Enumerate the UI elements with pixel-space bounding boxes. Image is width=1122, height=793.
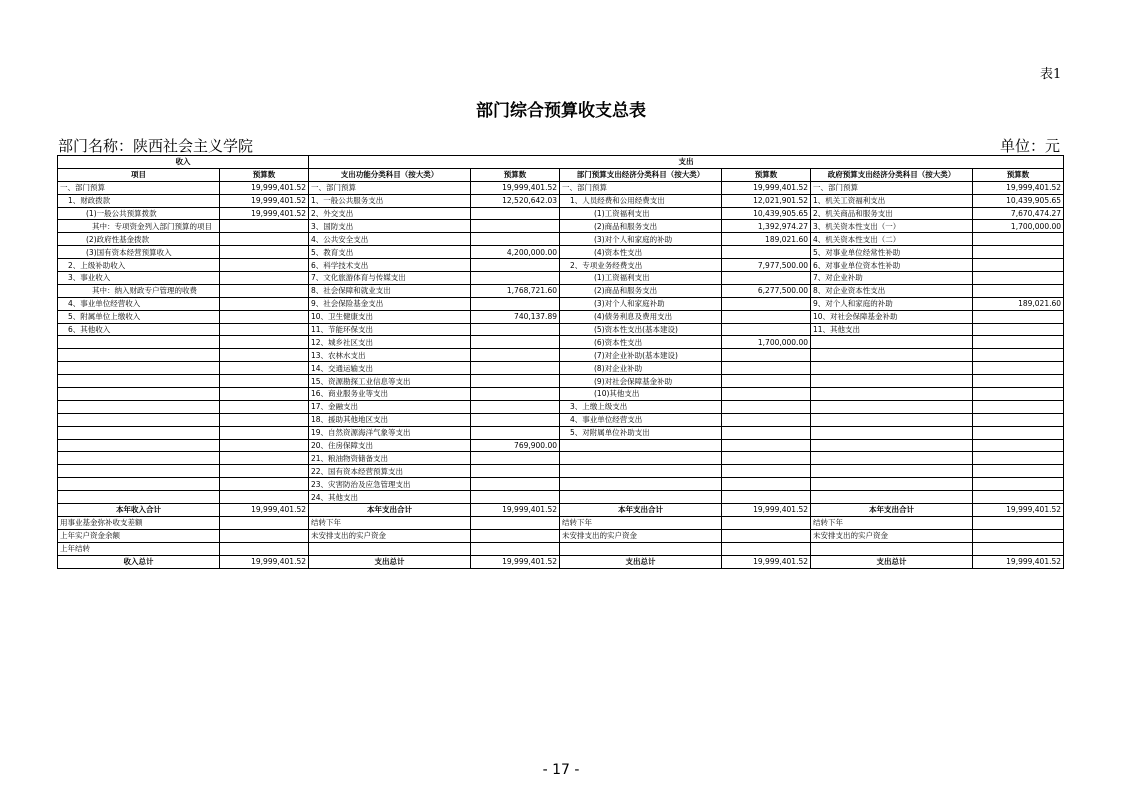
item-cell xyxy=(811,426,973,439)
item-cell: 15、资源勘探工业信息等支出 xyxy=(309,375,471,388)
item-cell: 其中：专项资金列入部门预算的项目 xyxy=(58,220,220,233)
item-cell: 12、城乡社区支出 xyxy=(309,336,471,349)
table-row xyxy=(58,194,1064,207)
item-cell: 一、部门预算 xyxy=(811,181,973,194)
table-row xyxy=(58,220,1064,233)
item-cell: 其中：纳入财政专户管理的收费 xyxy=(58,284,220,297)
amount-cell xyxy=(471,220,560,233)
item-cell xyxy=(811,336,973,349)
item-cell: 24、其他支出 xyxy=(309,491,471,504)
amount-cell: 19,999,401.52 xyxy=(722,504,811,517)
item-cell xyxy=(58,400,220,413)
amount-cell xyxy=(722,465,811,478)
amount-cell xyxy=(220,375,309,388)
amount-cell xyxy=(220,272,309,285)
item-cell: 6、其他收入 xyxy=(58,323,220,336)
item-cell: 7、对企业补助 xyxy=(811,272,973,285)
amount-cell: 19,999,401.52 xyxy=(973,181,1064,194)
amount-cell xyxy=(973,323,1064,336)
amount-cell xyxy=(973,400,1064,413)
item-cell xyxy=(58,388,220,401)
page-title: 部门综合预算收支总表 xyxy=(476,101,646,121)
amount-cell xyxy=(973,388,1064,401)
amount-cell xyxy=(471,207,560,220)
amount-cell xyxy=(220,426,309,439)
column-header-row xyxy=(58,168,1064,181)
item-cell: 一、部门预算 xyxy=(560,181,722,194)
item-cell xyxy=(58,491,220,504)
item-cell: 21、粮油物资储备支出 xyxy=(309,452,471,465)
amount-cell xyxy=(220,310,309,323)
item-cell: (3)对个人和家庭的补助 xyxy=(560,233,722,246)
item-cell: 20、住房保障支出 xyxy=(309,439,471,452)
table-row xyxy=(58,465,1064,478)
amount-cell xyxy=(722,413,811,426)
amount-cell: 10,439,905.65 xyxy=(722,207,811,220)
item-cell: (1)工资福利支出 xyxy=(560,272,722,285)
amount-cell: 7,670,474.27 xyxy=(973,207,1064,220)
amount-cell xyxy=(220,297,309,310)
column-header: 支出功能分类科目（按大类） xyxy=(309,168,471,181)
amount-cell xyxy=(973,491,1064,504)
item-cell: (2)商品和服务支出 xyxy=(560,220,722,233)
amount-cell xyxy=(973,439,1064,452)
amount-cell: 12,520,642.03 xyxy=(471,194,560,207)
item-cell: 6、科学技术支出 xyxy=(309,259,471,272)
table-row xyxy=(58,491,1064,504)
item-cell: 2、机关商品和服务支出 xyxy=(811,207,973,220)
item-cell: (8)对企业补助 xyxy=(560,362,722,375)
item-cell xyxy=(58,362,220,375)
table-row xyxy=(58,426,1064,439)
amount-cell xyxy=(722,297,811,310)
amount-cell: 7,977,500.00 xyxy=(722,259,811,272)
table-row xyxy=(58,310,1064,323)
amount-cell xyxy=(471,388,560,401)
item-cell: 1、一般公共服务支出 xyxy=(309,194,471,207)
table-row xyxy=(58,349,1064,362)
item-cell xyxy=(58,439,220,452)
amount-cell xyxy=(973,465,1064,478)
amount-cell xyxy=(973,246,1064,259)
amount-cell xyxy=(722,478,811,491)
item-cell: 2、上级补助收入 xyxy=(58,259,220,272)
amount-cell xyxy=(722,349,811,362)
amount-cell xyxy=(471,375,560,388)
amount-cell: 19,999,401.52 xyxy=(722,555,811,568)
amount-cell xyxy=(722,529,811,542)
column-header: 项目 xyxy=(58,168,220,181)
amount-cell xyxy=(722,426,811,439)
item-cell: (7)对企业补助(基本建设) xyxy=(560,349,722,362)
item-cell: 3、事业收入 xyxy=(58,272,220,285)
item-cell: 13、农林水支出 xyxy=(309,349,471,362)
item-cell xyxy=(58,413,220,426)
amount-cell xyxy=(220,323,309,336)
amount-cell xyxy=(471,362,560,375)
item-cell: 支出总计 xyxy=(560,555,722,568)
amount-cell: 1,700,000.00 xyxy=(973,220,1064,233)
table-row xyxy=(58,400,1064,413)
item-cell xyxy=(560,542,722,555)
item-cell xyxy=(811,542,973,555)
item-cell: 1、财政拨款 xyxy=(58,194,220,207)
item-cell: (4)资本性支出 xyxy=(560,246,722,259)
item-cell: 8、社会保障和就业支出 xyxy=(309,284,471,297)
item-cell: 本年支出合计 xyxy=(309,504,471,517)
table-row xyxy=(58,207,1064,220)
item-cell: 一、部门预算 xyxy=(309,181,471,194)
amount-cell xyxy=(973,542,1064,555)
amount-cell xyxy=(220,491,309,504)
item-cell: 用事业基金弥补收支差额 xyxy=(58,516,220,529)
amount-cell xyxy=(973,272,1064,285)
amount-cell xyxy=(220,284,309,297)
item-cell: (2)政府性基金拨款 xyxy=(58,233,220,246)
item-cell: 7、文化旅游体育与传媒支出 xyxy=(309,272,471,285)
amount-cell xyxy=(471,336,560,349)
amount-cell xyxy=(973,529,1064,542)
amount-cell xyxy=(973,413,1064,426)
item-cell: 5、教育支出 xyxy=(309,246,471,259)
item-cell: (6)资本性支出 xyxy=(560,336,722,349)
item-cell xyxy=(811,478,973,491)
amount-cell xyxy=(722,491,811,504)
item-cell: 9、社会保险基金支出 xyxy=(309,297,471,310)
item-cell: (4)债务利息及费用支出 xyxy=(560,310,722,323)
amount-cell: 1,700,000.00 xyxy=(722,336,811,349)
item-cell xyxy=(58,452,220,465)
item-cell: 未安排支出的实户资金 xyxy=(309,529,471,542)
item-cell: (1)一般公共预算拨款 xyxy=(58,207,220,220)
amount-cell xyxy=(973,233,1064,246)
amount-cell: 19,999,401.52 xyxy=(220,207,309,220)
item-cell xyxy=(811,491,973,504)
amount-cell xyxy=(220,246,309,259)
amount-cell xyxy=(722,362,811,375)
amount-cell xyxy=(973,375,1064,388)
item-cell: 22、国有资本经营预算支出 xyxy=(309,465,471,478)
amount-cell xyxy=(722,400,811,413)
item-cell: 未安排支出的实户资金 xyxy=(560,529,722,542)
table-row xyxy=(58,181,1064,194)
amount-cell xyxy=(471,529,560,542)
table-row xyxy=(58,375,1064,388)
item-cell: 一、部门预算 xyxy=(58,181,220,194)
item-cell: 4、公共安全支出 xyxy=(309,233,471,246)
amount-cell: 4,200,000.00 xyxy=(471,246,560,259)
item-cell: (1)工资福利支出 xyxy=(560,207,722,220)
amount-cell: 19,999,401.52 xyxy=(722,181,811,194)
item-cell: 本年收入合计 xyxy=(58,504,220,517)
amount-cell: 19,999,401.52 xyxy=(471,181,560,194)
item-cell xyxy=(58,349,220,362)
item-cell: 2、专项业务经费支出 xyxy=(560,259,722,272)
amount-cell: 189,021.60 xyxy=(973,297,1064,310)
amount-cell: 19,999,401.52 xyxy=(220,504,309,517)
amount-cell xyxy=(471,452,560,465)
item-cell: 5、对附属单位补助支出 xyxy=(560,426,722,439)
amount-cell xyxy=(973,349,1064,362)
table-row xyxy=(58,413,1064,426)
amount-cell: 19,999,401.52 xyxy=(220,194,309,207)
amount-cell xyxy=(220,362,309,375)
table-row xyxy=(58,555,1064,568)
amount-cell xyxy=(220,529,309,542)
table-row xyxy=(58,272,1064,285)
item-cell xyxy=(58,465,220,478)
table-number: 表1 xyxy=(1040,67,1062,82)
amount-cell: 19,999,401.52 xyxy=(220,181,309,194)
item-cell: 16、商业服务业等支出 xyxy=(309,388,471,401)
table-row xyxy=(58,478,1064,491)
item-cell: 6、对事业单位资本性补助 xyxy=(811,259,973,272)
item-cell: (3)对个人和家庭补助 xyxy=(560,297,722,310)
item-cell: 11、其他支出 xyxy=(811,323,973,336)
amount-cell xyxy=(471,323,560,336)
amount-cell: 10,439,905.65 xyxy=(973,194,1064,207)
item-cell: 10、卫生健康支出 xyxy=(309,310,471,323)
group-header-row xyxy=(58,156,1064,169)
amount-cell xyxy=(722,375,811,388)
amount-cell: 189,021.60 xyxy=(722,233,811,246)
amount-cell xyxy=(471,297,560,310)
amount-cell: 740,137.89 xyxy=(471,310,560,323)
table-row xyxy=(58,323,1064,336)
table-row xyxy=(58,336,1064,349)
item-cell xyxy=(58,478,220,491)
item-cell: 2、外交支出 xyxy=(309,207,471,220)
amount-cell xyxy=(471,542,560,555)
amount-cell xyxy=(722,272,811,285)
item-cell: 4、事业单位经营收入 xyxy=(58,297,220,310)
amount-cell xyxy=(973,284,1064,297)
item-cell: 19、自然资源海洋气象等支出 xyxy=(309,426,471,439)
amount-cell: 769,900.00 xyxy=(471,439,560,452)
amount-cell: 19,999,401.52 xyxy=(471,504,560,517)
amount-cell xyxy=(220,349,309,362)
item-cell xyxy=(58,375,220,388)
amount-cell xyxy=(722,323,811,336)
item-cell xyxy=(811,413,973,426)
item-cell: 4、事业单位经营支出 xyxy=(560,413,722,426)
table-row xyxy=(58,452,1064,465)
table-row xyxy=(58,284,1064,297)
amount-cell xyxy=(722,439,811,452)
table-row xyxy=(58,388,1064,401)
amount-cell: 12,021,901.52 xyxy=(722,194,811,207)
table-row xyxy=(58,246,1064,259)
item-cell: 4、机关资本性支出（二） xyxy=(811,233,973,246)
amount-cell: 1,768,721.60 xyxy=(471,284,560,297)
amount-cell xyxy=(973,426,1064,439)
item-cell: 5、附属单位上缴收入 xyxy=(58,310,220,323)
table-row xyxy=(58,529,1064,542)
item-cell: 23、灾害防治及应急管理支出 xyxy=(309,478,471,491)
amount-cell xyxy=(471,400,560,413)
amount-cell xyxy=(220,542,309,555)
amount-cell xyxy=(220,336,309,349)
amount-cell xyxy=(471,516,560,529)
item-cell xyxy=(811,388,973,401)
amount-cell xyxy=(471,349,560,362)
item-cell: 1、机关工资福利支出 xyxy=(811,194,973,207)
amount-cell xyxy=(220,452,309,465)
item-cell: 收入总计 xyxy=(58,555,220,568)
item-cell xyxy=(811,439,973,452)
income-group-header: 收入 xyxy=(58,156,309,169)
item-cell: 上年结转 xyxy=(58,542,220,555)
item-cell xyxy=(811,465,973,478)
amount-cell xyxy=(973,336,1064,349)
item-cell xyxy=(811,375,973,388)
amount-cell xyxy=(220,439,309,452)
budget-summary-table xyxy=(57,155,1064,569)
item-cell xyxy=(560,439,722,452)
unit-label: 单位：元 xyxy=(1000,137,1061,155)
item-cell: (5)资本性支出(基本建设) xyxy=(560,323,722,336)
item-cell: 8、对企业资本性支出 xyxy=(811,284,973,297)
amount-cell xyxy=(220,478,309,491)
table-row xyxy=(58,516,1064,529)
amount-cell: 6,277,500.00 xyxy=(722,284,811,297)
page-number: - 17 - xyxy=(542,762,580,778)
item-cell: 结转下年 xyxy=(811,516,973,529)
item-cell: 结转下年 xyxy=(560,516,722,529)
item-cell: 14、交通运输支出 xyxy=(309,362,471,375)
amount-cell xyxy=(722,310,811,323)
amount-cell xyxy=(471,426,560,439)
item-cell: 结转下年 xyxy=(309,516,471,529)
amount-cell xyxy=(471,413,560,426)
amount-cell xyxy=(220,259,309,272)
amount-cell: 19,999,401.52 xyxy=(973,555,1064,568)
item-cell: 11、节能环保支出 xyxy=(309,323,471,336)
amount-cell xyxy=(722,516,811,529)
item-cell xyxy=(560,478,722,491)
amount-cell xyxy=(471,478,560,491)
item-cell: 18、援助其他地区支出 xyxy=(309,413,471,426)
amount-cell xyxy=(973,362,1064,375)
table-row xyxy=(58,259,1064,272)
department-name: 部门名称：陕西社会主义学院 xyxy=(58,137,254,155)
table-row xyxy=(58,233,1064,246)
table-row xyxy=(58,297,1064,310)
item-cell xyxy=(811,349,973,362)
amount-cell: 19,999,401.52 xyxy=(973,504,1064,517)
column-header: 预算数 xyxy=(973,168,1064,181)
amount-cell xyxy=(722,452,811,465)
item-cell xyxy=(309,542,471,555)
amount-cell xyxy=(220,465,309,478)
column-header: 部门预算支出经济分类科目（按大类） xyxy=(560,168,722,181)
item-cell: (10)其他支出 xyxy=(560,388,722,401)
item-cell xyxy=(58,426,220,439)
amount-cell xyxy=(471,233,560,246)
amount-cell xyxy=(471,465,560,478)
item-cell: 支出总计 xyxy=(811,555,973,568)
amount-cell xyxy=(722,388,811,401)
item-cell: 3、上缴上级支出 xyxy=(560,400,722,413)
item-cell: 5、对事业单位经常性补助 xyxy=(811,246,973,259)
item-cell: 9、对个人和家庭的补助 xyxy=(811,297,973,310)
item-cell: (3)国有资本经营预算收入 xyxy=(58,246,220,259)
amount-cell xyxy=(471,491,560,504)
table-row xyxy=(58,362,1064,375)
amount-cell xyxy=(973,452,1064,465)
amount-cell: 19,999,401.52 xyxy=(220,555,309,568)
column-header: 预算数 xyxy=(722,168,811,181)
item-cell: 本年支出合计 xyxy=(811,504,973,517)
amount-cell xyxy=(722,246,811,259)
amount-cell xyxy=(471,272,560,285)
amount-cell: 1,392,974.27 xyxy=(722,220,811,233)
amount-cell xyxy=(973,478,1064,491)
item-cell: 上年实户资金余额 xyxy=(58,529,220,542)
item-cell: 1、人员经费和公用经费支出 xyxy=(560,194,722,207)
expense-group-header: 支出 xyxy=(309,156,1064,169)
item-cell xyxy=(811,362,973,375)
item-cell xyxy=(560,491,722,504)
item-cell: 10、对社会保障基金补助 xyxy=(811,310,973,323)
column-header: 预算数 xyxy=(220,168,309,181)
item-cell: 支出总计 xyxy=(309,555,471,568)
item-cell xyxy=(560,465,722,478)
item-cell xyxy=(58,336,220,349)
amount-cell xyxy=(220,400,309,413)
item-cell: (2)商品和服务支出 xyxy=(560,284,722,297)
amount-cell xyxy=(973,259,1064,272)
item-cell xyxy=(811,400,973,413)
column-header: 政府预算支出经济分类科目（按大类） xyxy=(811,168,973,181)
column-header: 预算数 xyxy=(471,168,560,181)
amount-cell xyxy=(220,516,309,529)
table-row xyxy=(58,504,1064,517)
item-cell: 本年支出合计 xyxy=(560,504,722,517)
amount-cell xyxy=(220,220,309,233)
item-cell: 未安排支出的实户资金 xyxy=(811,529,973,542)
amount-cell xyxy=(722,542,811,555)
item-cell: (9)对社会保障基金补助 xyxy=(560,375,722,388)
table-row xyxy=(58,542,1064,555)
item-cell: 3、机关资本性支出（一） xyxy=(811,220,973,233)
amount-cell xyxy=(220,388,309,401)
amount-cell xyxy=(471,259,560,272)
table-row xyxy=(58,439,1064,452)
item-cell xyxy=(811,452,973,465)
amount-cell xyxy=(973,516,1064,529)
item-cell xyxy=(560,452,722,465)
item-cell: 3、国防支出 xyxy=(309,220,471,233)
amount-cell: 19,999,401.52 xyxy=(471,555,560,568)
amount-cell xyxy=(220,233,309,246)
amount-cell xyxy=(220,413,309,426)
item-cell: 17、金融支出 xyxy=(309,400,471,413)
amount-cell xyxy=(973,310,1064,323)
